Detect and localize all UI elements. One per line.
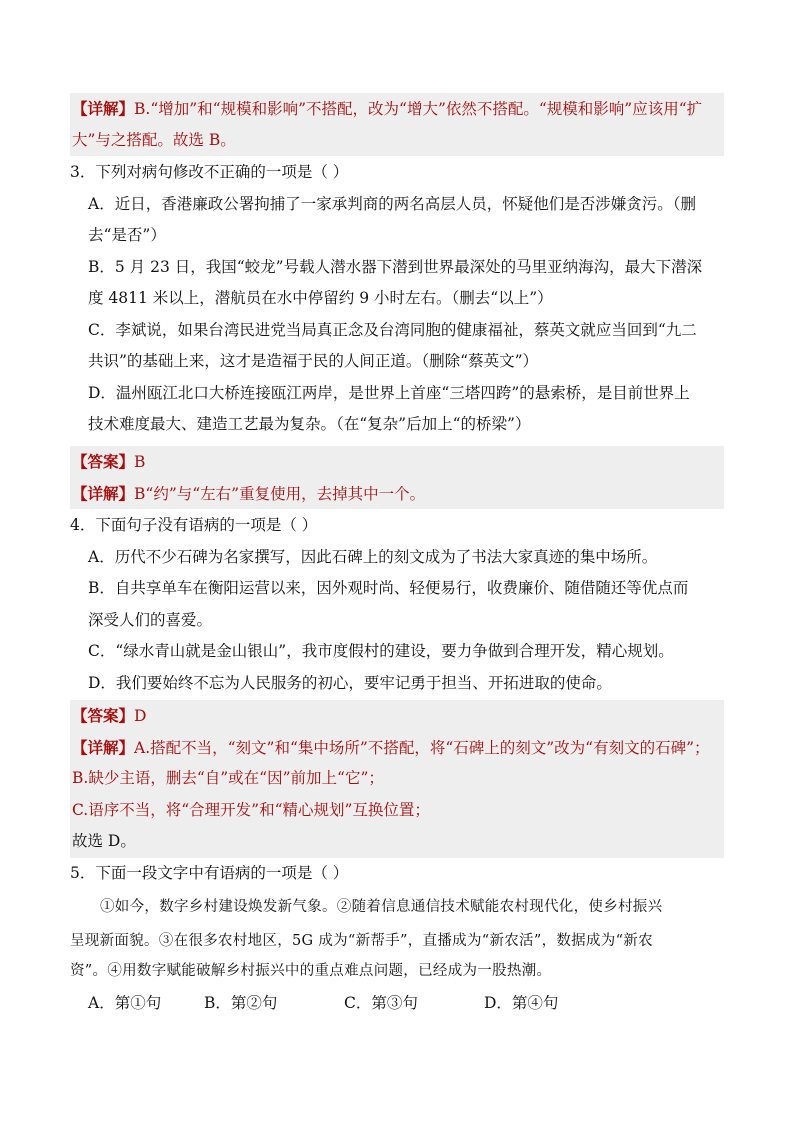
question-4-option-b-line-1: B．自共享单车在衡阳运营以来，因外观时尚、轻便易行，收费廉价、随借随还等优点而 — [88, 579, 689, 597]
answer-tag: 【答案】 — [72, 706, 135, 725]
detail-text-1: B.“增加”和“规模和影响”不搭配，改为“增大”依然不搭配。“规模和影响”应该用“扩 — [134, 100, 703, 118]
question-5 — [70, 858, 724, 890]
question-5-option-b: B．第②句 — [204, 994, 278, 1012]
detail-tag: 【详解】 — [72, 737, 135, 757]
answer-value: B — [134, 453, 146, 471]
question-3 — [70, 157, 724, 441]
question-4-detail-line-3: C.语序不当，将“合理开发”和“精心规划”互换位置； — [72, 800, 430, 819]
detail-text: B“约”与“左右”重复使用，去掉其中一个。 — [134, 484, 426, 503]
question-3-answer — [70, 446, 724, 478]
question-3-detail — [70, 478, 724, 510]
detail-block-prev — [70, 93, 724, 156]
question-3-option-c-line-1: C．李斌说，如果台湾民进党当局真正念及台湾同胞的健康福祉，蔡英文就应当回到“九二 — [88, 320, 697, 339]
question-3-answer-block — [70, 446, 724, 509]
detail-text-1: A.搭配不当，“刻文”和“集中场所”不搭配，将“石碑上的刻文”改为“有刻文的石碑”； — [134, 738, 710, 757]
question-3-option-b-line-1: B．5 月 23 日，我国“蛟龙”号载人潜水器下潜到世界最深处的马里亚纳海沟，最大下潜深 — [88, 257, 703, 276]
question-4-option-b-line-2: 深受人们的喜爱。 — [88, 610, 213, 629]
detail-line-1 — [70, 93, 724, 125]
question-3-option-b-line-2: 度 4811 米以上，潜航员在水中停留约 9 小时左右。（删去“以上”） — [88, 289, 553, 307]
detail-tag: 【详解】 — [72, 99, 135, 118]
question-3-option-a-line-1: A．近日，香港廉政公署拘捕了一家承判商的两名高层人员，怀疑他们是否涉嫌贪污。（删 — [88, 194, 696, 213]
question-4-option-d: D．我们要始终不忘为人民服务的初心，要牢记勇于担当、开拓进取的使命。 — [88, 673, 612, 692]
answer-value: D — [134, 707, 147, 725]
question-5-option-c: C．第③句 — [344, 994, 418, 1012]
question-3-option-d-line-1: D．温州瓯江北口大桥连接瓯江两岸，是世界上首座“三塔四跨”的悬索桥，是目前世界上 — [88, 383, 690, 402]
question-4-detail-line-2: B.缺少主语，删去“自”或在“因”前加上“它”； — [72, 769, 384, 787]
question-3-option-c-line-2: 共识”的基础上来，这才是造福于民的人间正道。（删除“蔡英文”） — [88, 352, 539, 370]
question-4-detail-line-4: 故选 D。 — [72, 832, 136, 850]
question-3-stem: 3．下列对病句修改不正确的一项是（ ） — [70, 163, 349, 181]
question-5-passage-line-1: ①如今，数字乡村建设焕发新气象。②随着信息通信技术赋能农村现代化，使乡村振兴 — [100, 899, 663, 915]
question-5-passage-line-2: 呈现新面貌。③在很多农村地区，5G 成为“新帮手”，直播成为“新农活”，数据成为“新农 — [70, 933, 653, 949]
answer-tag: 【答案】 — [72, 452, 135, 471]
question-5-stem: 5．下面一段文字中有语病的一项是（ ） — [70, 864, 349, 882]
question-5-option-d: D．第④句 — [484, 994, 559, 1012]
question-5-options — [88, 988, 558, 1020]
question-4-option-c: C．“绿水青山就是金山银山”，我市度假村的建设，要力争做到合理开发，精心规划。 — [88, 642, 674, 660]
question-4-stem: 4．下面句子没有语病的一项是（ ） — [70, 516, 318, 534]
detail-line-2: 大”与之搭配。故选 B。 — [72, 130, 236, 149]
question-4-detail-line-1 — [70, 732, 724, 764]
question-4-answer-block — [70, 700, 724, 858]
question-4-answer — [70, 700, 724, 732]
question-5-option-a: A．第①句 — [88, 994, 162, 1012]
question-5-passage-line-3: 资”。④用数字赋能破解乡村振兴中的重点难点问题，已经成为一股热潮。 — [70, 963, 552, 979]
detail-tag: 【详解】 — [72, 483, 135, 503]
question-4-option-a: A．历代不少石碑为名家撰写，因此石碑上的刻文成为了书法大家真迹的集中场所。 — [88, 547, 658, 566]
question-3-option-a-line-2: 去“是否”） — [88, 226, 166, 244]
question-3-option-d-line-2: 技术难度最大、建造工艺最为复杂。（在“复杂”后加上“的桥梁”） — [88, 415, 531, 433]
question-4 — [70, 510, 724, 699]
